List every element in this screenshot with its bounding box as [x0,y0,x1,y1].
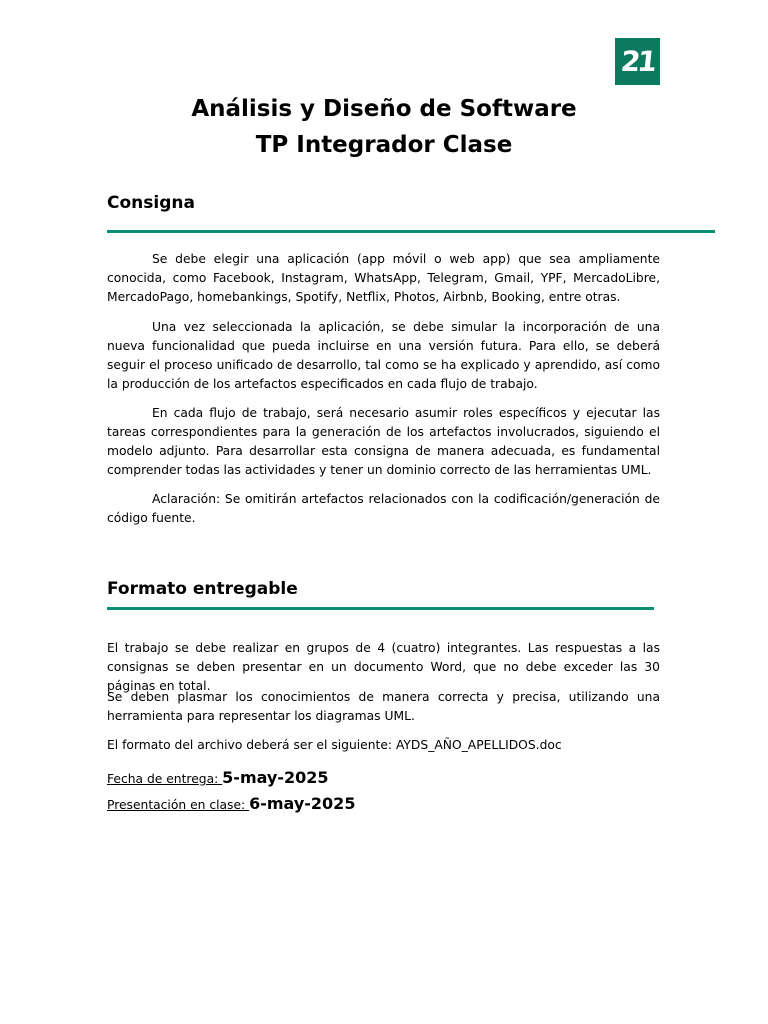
logo-21 [615,38,660,85]
heading-consigna: Consigna [107,193,195,213]
fecha-entrega-value: 5-may-2025 [222,768,329,787]
consigna-paragraph-4: Aclaración: Se omitirán artefactos relacionados con la codificación/generación de código fuente. [107,492,660,525]
divider-formato [107,607,654,610]
consigna-paragraph-2: Una vez seleccionada la aplicación, se debe simular la incorporación de una nueva funcionalidad que pueda incluirse en una versión futura. Para ello, se deberá seguir el proceso unificado de desarrollo, tal como se ha explicado y aprendido, así como la producción de los artefactos especificados en cada flujo de trabajo. [107,320,660,391]
presentacion-label: Presentación en clase: [107,798,250,812]
consigna-paragraph-3: En cada flujo de trabajo, será necesario asumir roles específicos y ejecutar las tareas correspondientes para la generación de los artefactos involucrados, siguiendo el modelo adjunto. Para desarrollar esta consigna de manera adecuada, es fundamental comprender todas las actividades y tener un dominio correcto de las herramientas UML. [107,406,660,477]
title-line-1: Análisis y Diseño de Software [191,96,577,122]
formato-paragraph-3: El formato del archivo deberá ser el siguiente: AYDS_AÑO_APELLIDOS.doc [107,738,562,752]
formato-paragraph-1: El trabajo se debe realizar en grupos de 4 (cuatro) integrantes. Las respuestas a las consignas se deben presentar en un documento Word, que no debe exceder las 30 páginas en total. [107,641,660,693]
fecha-entrega-label: Fecha de entrega: [107,772,223,786]
heading-formato-entregable: Formato entregable [107,579,298,599]
divider-consigna [107,230,715,233]
title-line-2: TP Integrador Clase [255,132,513,158]
consigna-paragraph-1: Se debe elegir una aplicación (app móvil o web app) que sea ampliamente conocida, como Facebook, Instagram, WhatsApp, Telegram, Gmail, YPF, MercadoLibre, MercadoPago, homebankings, Spotify, Netflix, Photos, Airbnb, Booking, entre otras. [107,252,660,304]
logo-text: 21 [619,44,656,78]
document-title [0,91,768,163]
formato-paragraph-2: Se deben plasmar los conocimientos de manera correcta y precisa, utilizando una herramienta para representar los diagramas UML. [107,690,660,723]
presentacion-value: 6-may-2025 [249,794,356,813]
fecha-entrega-line [107,766,329,791]
presentacion-line [107,792,355,817]
